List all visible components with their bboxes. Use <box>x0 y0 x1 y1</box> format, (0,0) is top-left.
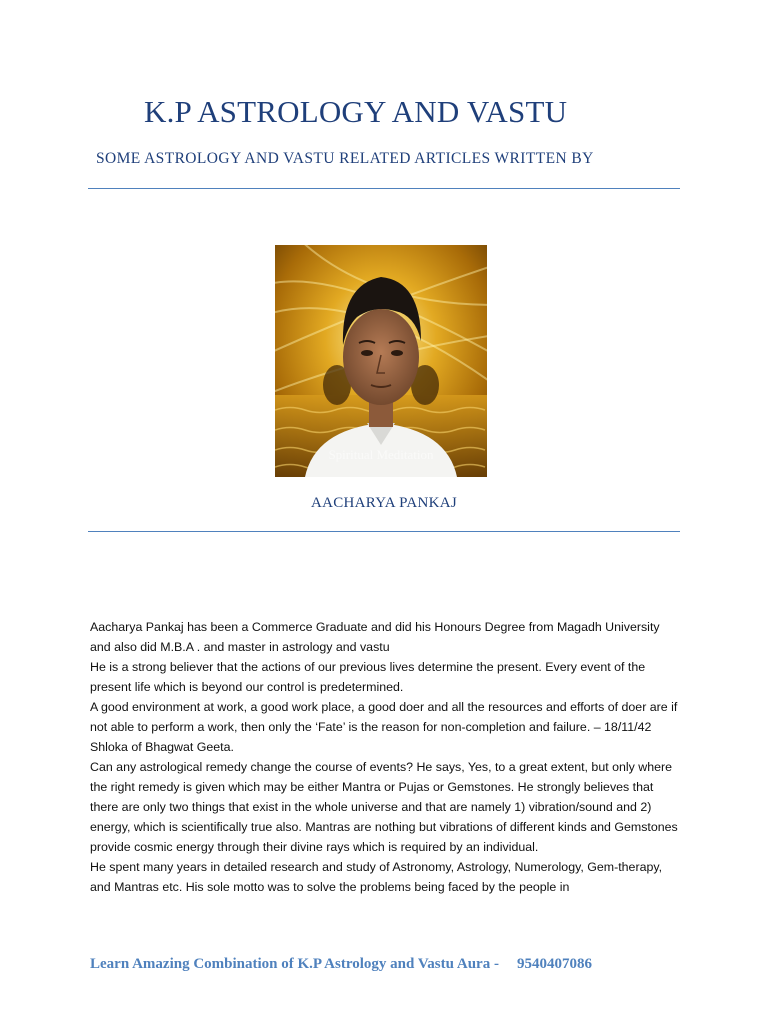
bio-paragraph: He is a strong believer that the actions of our previous lives determine the present. Every event of the present life which is beyond our control is predetermined. <box>90 660 646 694</box>
footer-text: Learn Amazing Combination of K.P Astrology and Vastu Aura - <box>90 956 499 972</box>
bio-paragraph: A good environment at work, a good work place, a good doer and all the resources and efforts of doer are if not able to perform a work, then only the ‘Fate’ is the reason for non-completion and failure. – 18/11/42 Shloka of Bhagwat Geeta. <box>90 700 678 754</box>
divider-bottom <box>88 531 680 532</box>
photo-watermark: Spiritual Meditation <box>328 447 434 462</box>
bio-text <box>90 617 680 897</box>
author-name: AACHARYA PANKAJ <box>310 495 458 511</box>
page-title: K.P ASTROLOGY AND VASTU <box>144 94 568 129</box>
bio-paragraph: Can any astrological remedy change the course of events? He says, Yes, to a great extent, but only where the right remedy is given which may be either Mantra or Pujas or Gemstones. He strongly believes that there are only two things that exist in the whole universe and that are namely 1) vibration/sound and 2) energy, which is scientifically true also. Mantras are nothing but vibrations of different kinds and Gemstones provide cosmic energy through their divine rays which is required by an individual. <box>90 760 678 854</box>
footer-phone: 9540407086 <box>516 956 592 972</box>
page-subtitle: SOME ASTROLOGY AND VASTU RELATED ARTICLES WRITTEN BY <box>96 150 594 167</box>
bio-paragraph: Aacharya Pankaj has been a Commerce Graduate and did his Honours Degree from Magadh University and also did M.B.A . and master in astrology and vastu <box>90 620 660 654</box>
bio-paragraph: He spent many years in detailed research and study of Astronomy, Astrology, Numerology, Gem-therapy, and Mantras etc. His sole motto was to solve the problems being faced by the people in <box>90 860 663 894</box>
divider-top <box>88 188 680 189</box>
author-photo <box>275 245 487 477</box>
page-footer <box>90 956 592 973</box>
